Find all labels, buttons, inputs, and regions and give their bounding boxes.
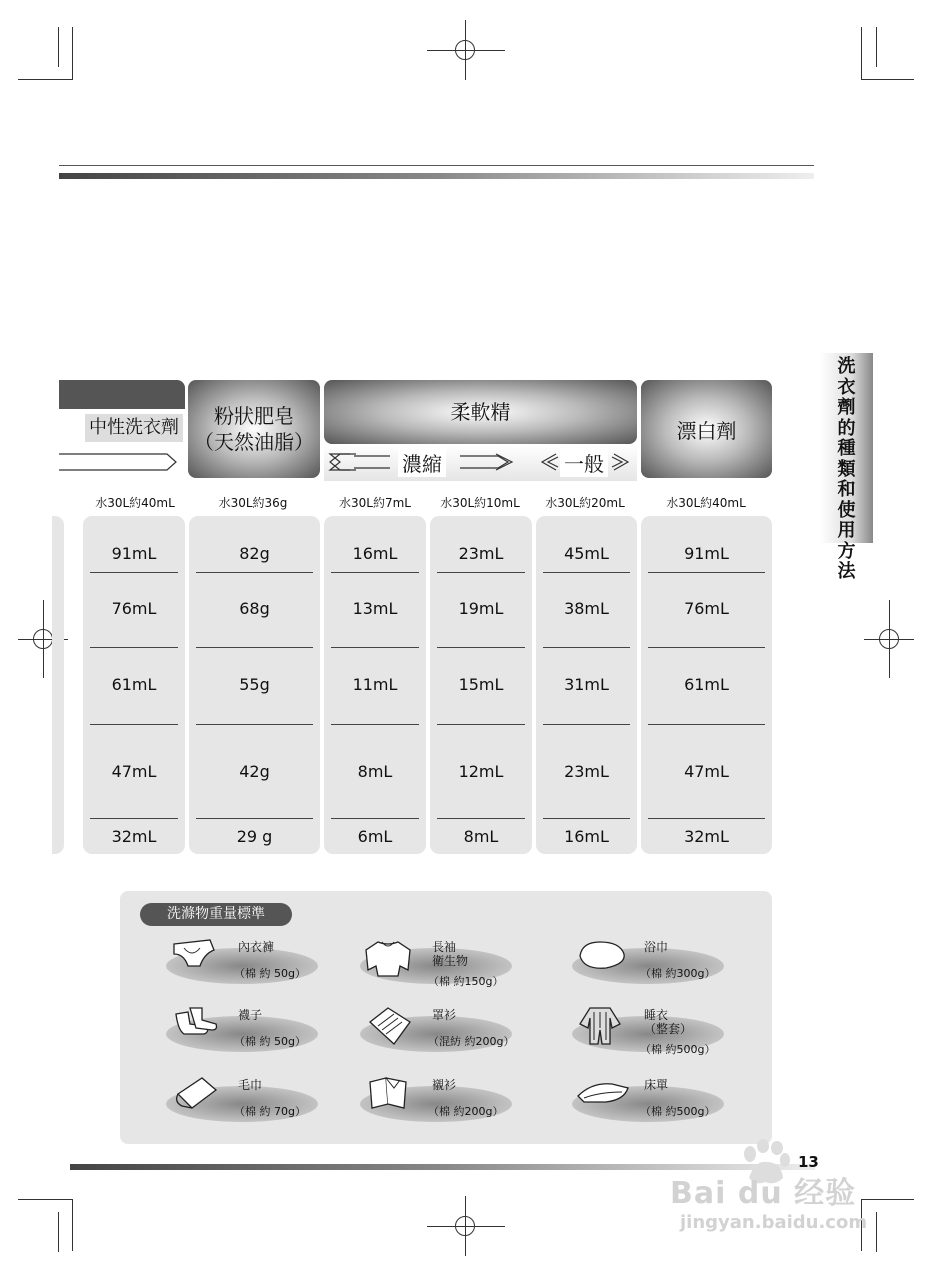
row-separator [331, 572, 419, 573]
left-arrow-strip [59, 450, 179, 474]
row-separator [90, 724, 178, 725]
baidu-watermark [660, 1138, 875, 1238]
folded-shirt-icon [364, 1004, 420, 1054]
left-column-header-bar [59, 380, 185, 409]
row-separator [648, 818, 765, 819]
item-weight: （混紡 約200g） [428, 1035, 515, 1048]
row-separator [196, 572, 313, 573]
powder-soap-header [188, 380, 320, 478]
item-weight: （棉 約150g） [428, 975, 504, 988]
concentrated-label: 濃縮 [398, 448, 446, 477]
neutral-detergent-header: 中性洗衣劑 [85, 414, 183, 442]
item-name: 罩衫 [432, 1008, 457, 1022]
row-separator [543, 818, 630, 819]
row-separator [543, 647, 630, 648]
side-tab-char: 和 [837, 479, 856, 500]
row-separator [648, 724, 765, 725]
water-ratio: 水30L約20mL [545, 496, 625, 510]
dosage-value: 19mL [458, 599, 504, 618]
dosage-value: 8mL [357, 762, 393, 781]
item-name: 浴巾 [644, 940, 669, 954]
header-rule-thin [59, 165, 814, 166]
dosage-column-regular [536, 516, 637, 854]
dosage-value: 13mL [352, 599, 398, 618]
dosage-value: 8mL [463, 827, 499, 846]
row-separator [648, 647, 765, 648]
side-tab-char: 種 [837, 438, 856, 459]
water-ratio: 水30L約7mL [339, 496, 411, 510]
partial-column-edge [52, 516, 64, 854]
dosage-column-soft10 [430, 516, 532, 854]
item-name: 襯衫 [432, 1078, 457, 1092]
row-separator [331, 724, 419, 725]
dosage-value: 15mL [458, 675, 504, 694]
powder-soap-title: 粉狀肥皂 [214, 404, 294, 428]
dosage-value: 82g [239, 544, 270, 563]
row-separator [437, 647, 525, 648]
item-name: 睡衣 （整套） [644, 1008, 693, 1036]
row-separator [90, 647, 178, 648]
row-separator [196, 818, 313, 819]
header-rule-gradient [59, 173, 814, 179]
side-tab-char: 類 [837, 458, 856, 480]
dosage-value: 23mL [564, 762, 609, 781]
side-tab-char: 使 [837, 499, 856, 521]
laundry-weight-title: 洗滌物重量標準 [140, 903, 292, 926]
side-tab-char: 洗 [837, 356, 856, 377]
dosage-value: 68g [239, 599, 270, 618]
item-weight: （棉 約 50g） [234, 967, 306, 980]
row-separator [437, 818, 525, 819]
row-separator [437, 724, 525, 725]
bed-sheet-icon [576, 1074, 632, 1124]
dosage-value: 55g [239, 675, 270, 694]
watermark-brand: Bai du 经验 [670, 1176, 857, 1211]
dosage-value: 61mL [684, 675, 729, 694]
water-ratio: 水30L約36g [218, 496, 288, 510]
side-tab-char: 劑 [837, 397, 856, 418]
dosage-value: 11mL [352, 675, 398, 694]
row-separator [90, 818, 178, 819]
bleach-header [641, 380, 772, 478]
underwear-icon [170, 936, 226, 986]
dosage-value: 32mL [684, 827, 729, 846]
watermark-url: jingyan.baidu.com [680, 1212, 868, 1233]
item-weight: （棉 約200g） [428, 1105, 504, 1118]
regular-label: 一般 [560, 448, 608, 477]
dosage-value: 76mL [111, 599, 157, 618]
powder-soap-subtitle: （天然油脂） [194, 430, 314, 454]
item-weight: （棉 約 70g） [234, 1105, 306, 1118]
dosage-value: 61mL [111, 675, 157, 694]
dosage-value: 12mL [458, 762, 504, 781]
side-tab-char: 用 [837, 520, 856, 541]
side-tab-char: 的 [837, 417, 856, 439]
item-name: 內衣褲 [238, 940, 275, 954]
dosage-value: 42g [239, 762, 270, 781]
dosage-column-bleach [641, 516, 772, 854]
dosage-value: 76mL [684, 599, 729, 618]
row-separator [543, 724, 630, 725]
dosage-column-powder [189, 516, 320, 854]
water-ratio: 水30L約10mL [440, 496, 520, 510]
softener-title: 柔軟精 [450, 400, 511, 424]
dosage-value: 31mL [564, 675, 609, 694]
row-separator [331, 818, 419, 819]
dosage-value: 6mL [357, 827, 393, 846]
row-separator [437, 572, 525, 573]
item-name: 襪子 [238, 1008, 263, 1022]
row-separator [90, 572, 178, 573]
pajamas-icon [576, 1004, 632, 1054]
row-separator [331, 647, 419, 648]
socks-icon [170, 1004, 226, 1054]
dress-shirt-icon [364, 1074, 420, 1124]
bleach-title: 漂白劑 [676, 418, 737, 443]
dosage-value: 47mL [111, 762, 157, 781]
dosage-value: 91mL [111, 544, 157, 563]
water-ratio: 水30L約40mL [95, 496, 175, 510]
side-tab-char: 法 [837, 561, 856, 582]
item-weight: （棉 約500g） [640, 1043, 716, 1056]
dosage-value: 47mL [684, 762, 729, 781]
item-name: 床單 [644, 1078, 669, 1092]
hand-towel-icon [170, 1074, 226, 1124]
item-weight: （棉 約500g） [640, 1105, 716, 1118]
dosage-value: 16mL [352, 544, 398, 563]
row-separator [543, 572, 630, 573]
page-number: 13 [798, 1153, 819, 1171]
dosage-value: 45mL [564, 544, 609, 563]
row-separator [648, 572, 765, 573]
dosage-value: 91mL [684, 544, 729, 563]
side-tab-char: 衣 [837, 376, 856, 398]
long-sleeve-shirt-icon [364, 936, 420, 986]
item-name: 毛巾 [238, 1078, 263, 1092]
row-separator [196, 647, 313, 648]
dosage-value: 29 g [236, 827, 273, 846]
water-ratio: 水30L約40mL [666, 496, 746, 510]
dosage-value: 32mL [111, 827, 157, 846]
softener-header [324, 380, 637, 444]
dosage-value: 16mL [564, 827, 609, 846]
side-tab-char: 方 [837, 540, 856, 562]
bath-towel-icon [576, 936, 632, 986]
row-separator [196, 724, 313, 725]
dosage-value: 23mL [458, 544, 504, 563]
dosage-value: 38mL [564, 599, 609, 618]
item-weight: （棉 約300g） [640, 967, 716, 980]
dosage-column-neutral [83, 516, 185, 854]
item-weight: （棉 約 50g） [234, 1035, 306, 1048]
side-tab [820, 353, 873, 582]
dosage-column-conc [324, 516, 426, 854]
item-name: 長袖 衛生物 [432, 940, 469, 968]
